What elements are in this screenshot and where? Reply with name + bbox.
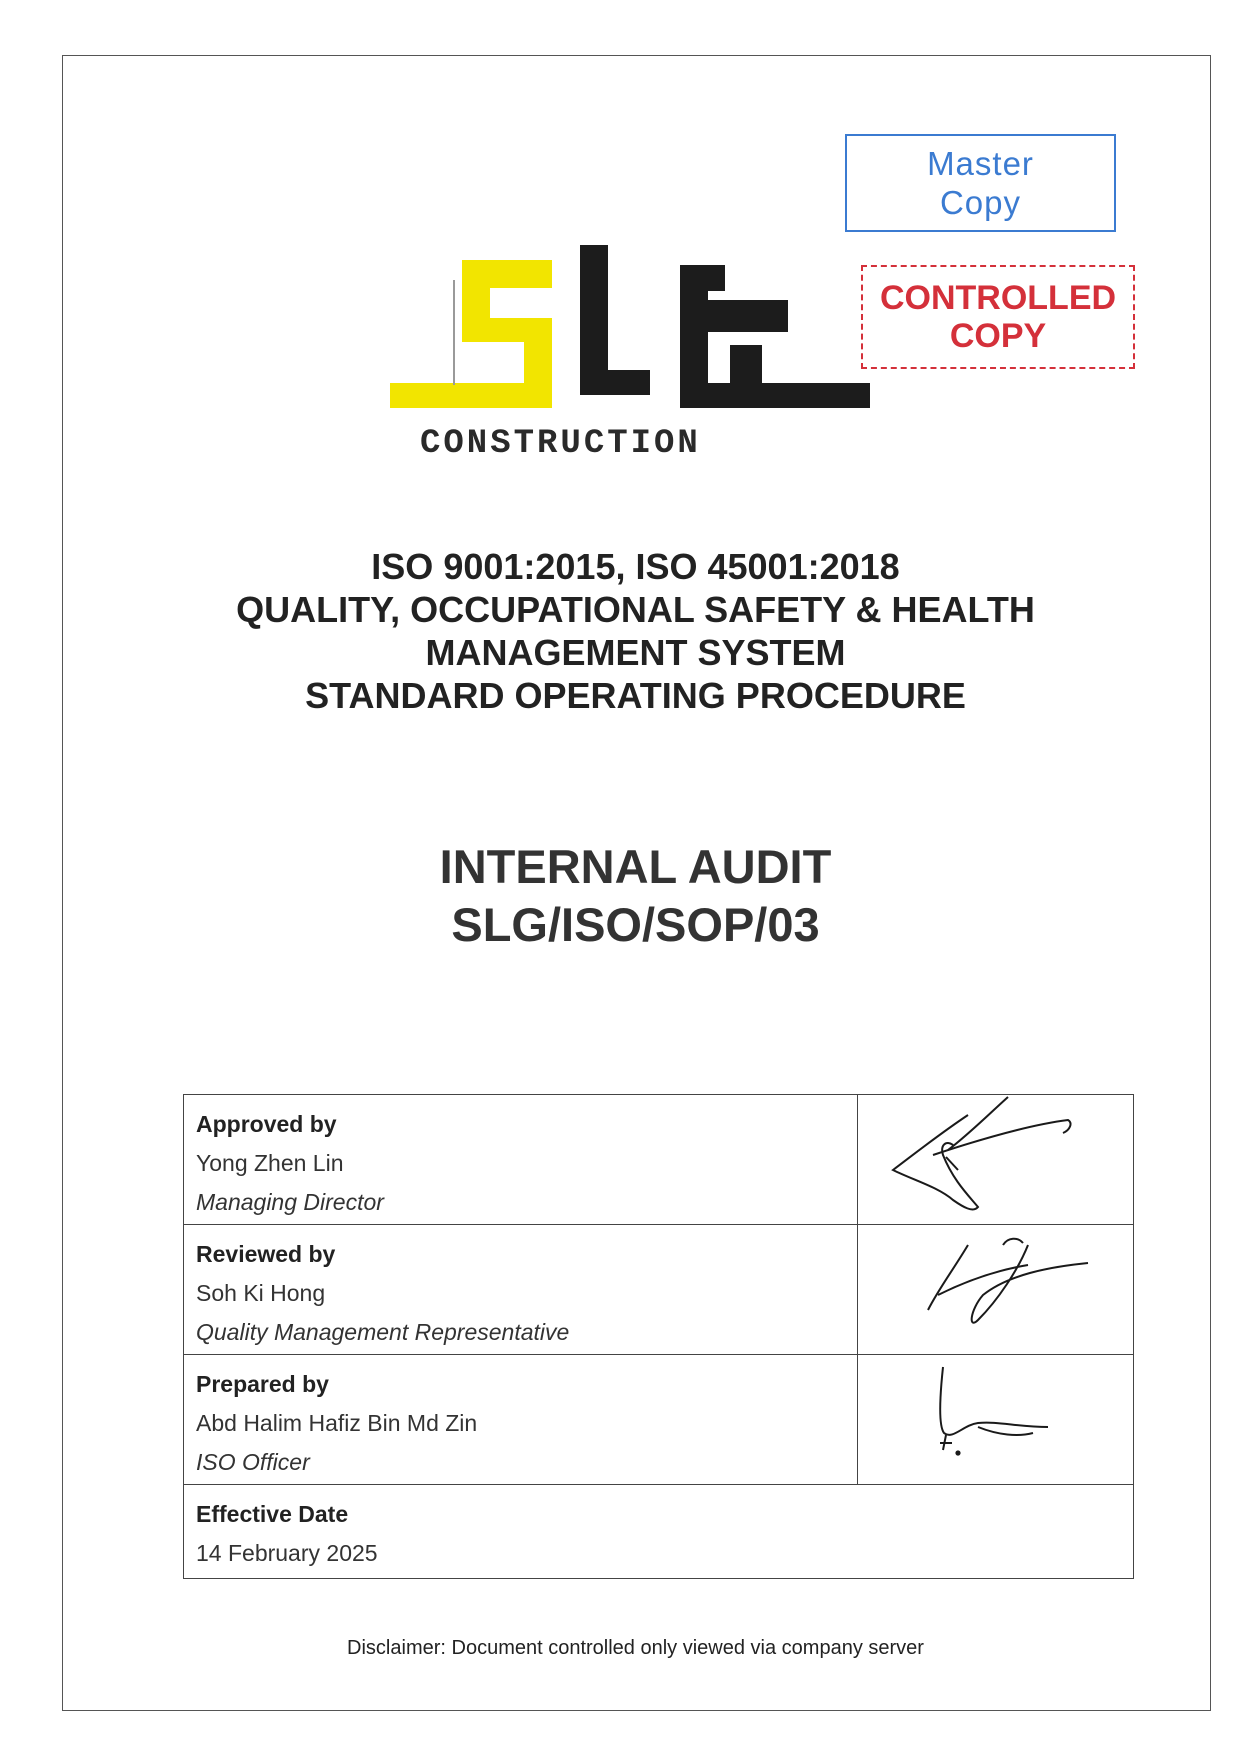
header-line-4: STANDARD OPERATING PROCEDURE	[305, 675, 966, 716]
approval-row-approved	[184, 1095, 1133, 1225]
controlled-copy-stamp	[861, 265, 1135, 369]
effective-date-row	[184, 1485, 1133, 1580]
approval-text-reviewed	[196, 1235, 569, 1352]
approval-label: Approved by	[196, 1111, 337, 1137]
disclaimer: Disclaimer: Document controlled only viewed via company server	[347, 1637, 924, 1659]
effective-date-text	[196, 1495, 378, 1573]
approval-row-reviewed	[184, 1225, 1133, 1355]
approval-table	[183, 1094, 1134, 1579]
approval-label: Prepared by	[196, 1371, 329, 1397]
effective-date-label: Effective Date	[196, 1501, 349, 1527]
header-line-1: ISO 9001:2015, ISO 45001:2018	[371, 546, 900, 587]
controlled-copy-stamp-line-1: CONTROLLED	[879, 279, 1117, 317]
signature-reviewed	[857, 1225, 1134, 1354]
logo-wordmark: CONSTRUCTION	[420, 425, 701, 460]
master-copy-stamp	[845, 134, 1116, 232]
signature-approved	[857, 1095, 1134, 1224]
approval-label: Reviewed by	[196, 1241, 336, 1267]
document-title-block	[62, 838, 1209, 954]
approval-role: Managing Director	[196, 1189, 384, 1215]
approval-text-approved	[196, 1105, 384, 1222]
approval-name: Yong Zhen Lin	[196, 1150, 344, 1176]
controlled-copy-stamp-line-2: COPY	[949, 317, 1047, 355]
master-copy-stamp-line-1: Master	[927, 145, 1034, 182]
approval-name: Soh Ki Hong	[196, 1280, 326, 1306]
approval-role: ISO Officer	[196, 1449, 310, 1475]
master-copy-stamp-line-2: Copy	[939, 184, 1022, 221]
approval-role: Quality Management Representative	[196, 1319, 570, 1345]
signature-prepared	[857, 1355, 1134, 1484]
document-code: SLG/ISO/SOP/03	[451, 898, 820, 951]
approval-name: Abd Halim Hafiz Bin Md Zin	[196, 1410, 478, 1436]
header-line-3: MANAGEMENT SYSTEM	[425, 632, 846, 673]
system-header	[62, 545, 1209, 717]
approval-text-prepared	[196, 1365, 477, 1482]
slg-construction-logo	[390, 240, 870, 460]
header-line-2: QUALITY, OCCUPATIONAL SAFETY & HEALTH	[236, 589, 1035, 630]
approval-row-prepared	[184, 1355, 1133, 1485]
document-title: INTERNAL AUDIT	[439, 840, 832, 893]
effective-date-value: 14 February 2025	[196, 1540, 378, 1566]
